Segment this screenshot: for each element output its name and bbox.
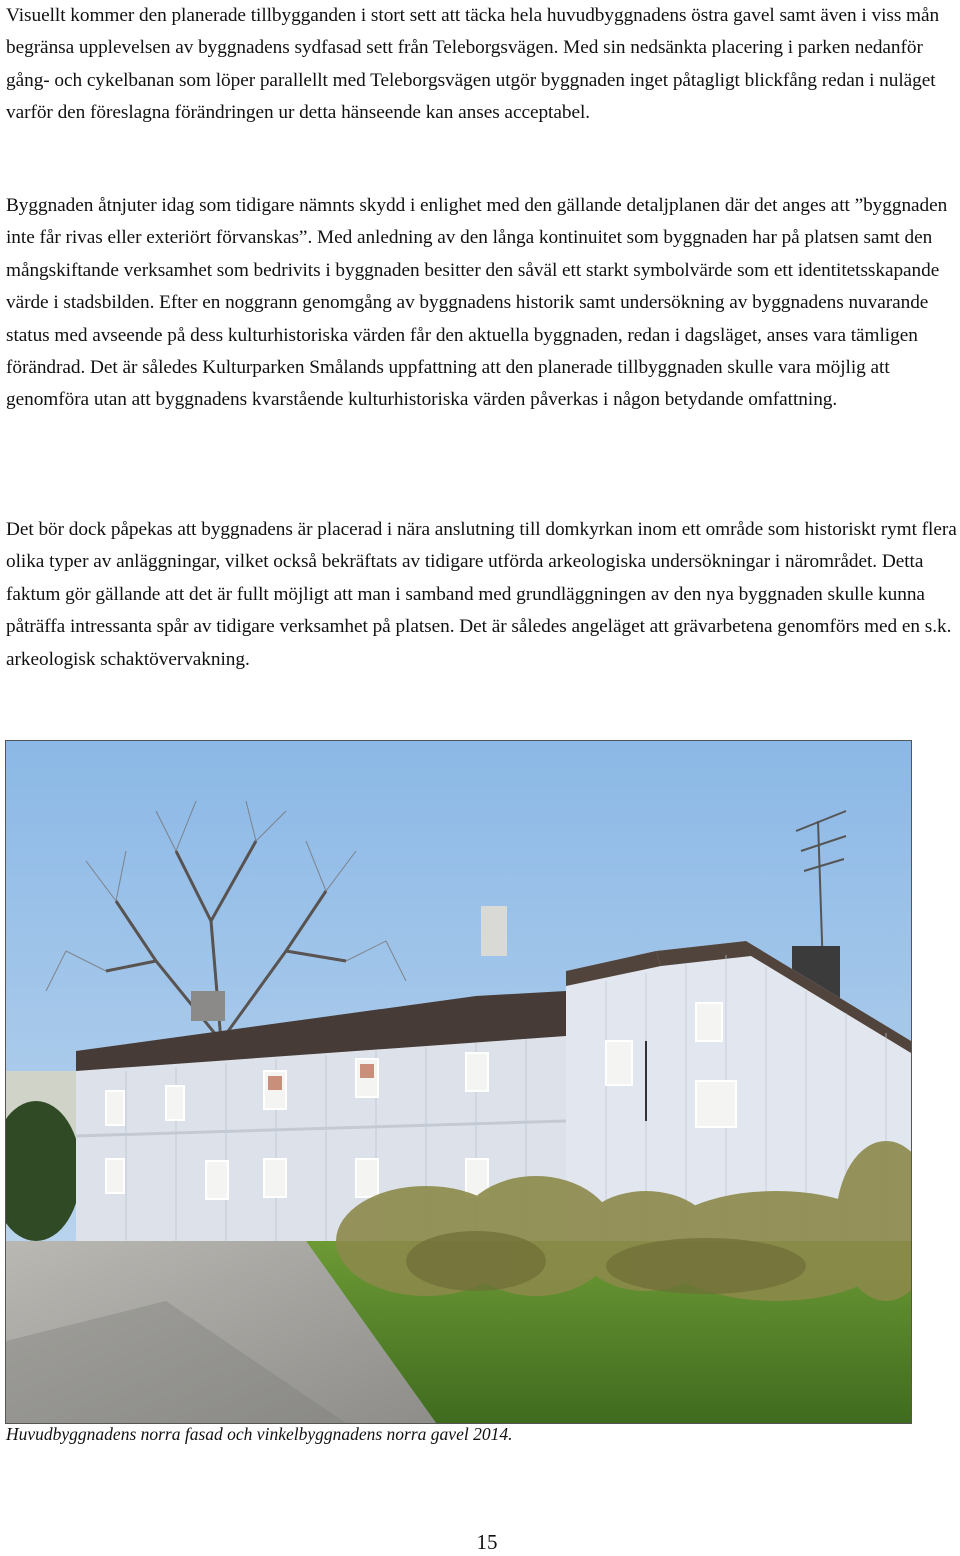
photo-caption: Huvudbyggnadens norra fasad och vinkelbyggnadens norra gavel 2014. (6, 1424, 513, 1444)
paragraph-visual-impact: Visuellt kommer den planerade tillbygganden i stort sett att täcka hela huvudbyggnadens östra gavel samt även i viss mån begränsa upplevelsen av byggnadens sydfasad sett från Teleborgsvägen. Med sin nedsänkta placering i parken nedanför gång- och cykelbanan som löper parallellt med Teleborgsvägen utgör byggnaden inget påtagligt blickfång redan i nuläget varför den föreslagna förändringen ur detta hänseende kan anses acceptabel. (6, 5, 940, 124)
page-number: 15 (476, 1530, 498, 1554)
building-photo (5, 740, 912, 1424)
paragraph-archaeology: Det bör dock påpekas att byggnadens är placerad i nära anslutning till domkyrkan inom ett område som historiskt rymt flera olika typer av anläggningar, vilket också bekräftats av tidigare utförda arkeologiska undersökningar i närområdet. Detta faktum gör gällande att det är fullt möjligt att man i samband med grundläggningen av den nya byggnaden skulle kunna påträffa intressanta spår av tidigare verksamhet på platsen. Det är således angeläget att grävarbetena genomförs med en s.k. arkeologisk schaktövervakning. (6, 519, 957, 670)
paragraph-protection: Byggnaden åtnjuter idag som tidigare nämnts skydd i enlighet med den gällande detaljplanen där det anges att ”byggnaden inte får rivas eller exteriört förvanskas”. Med anledning av den långa kontinuitet som byggnaden har på platsen samt den mångskiftande verksamhet som bedrivits i byggnaden besitter den såväl ett starkt symbolvärde som ett identitetsskapande värde i stadsbilden. Efter en noggrann genomgång av byggnadens historik samt undersökning av byggnadens nuvarande status med avseende på dess kulturhistoriska värden får den aktuella byggnaden, redan i dagsläget, anses vara tämligen förändrad. Det är således Kulturparken Smålands uppfattning att den planerade tillbyggnaden skulle vara möjlig att genomföra utan att byggnadens kvarstående kulturhistoriska värden påverkas i någon betydande omfattning. (6, 195, 948, 411)
